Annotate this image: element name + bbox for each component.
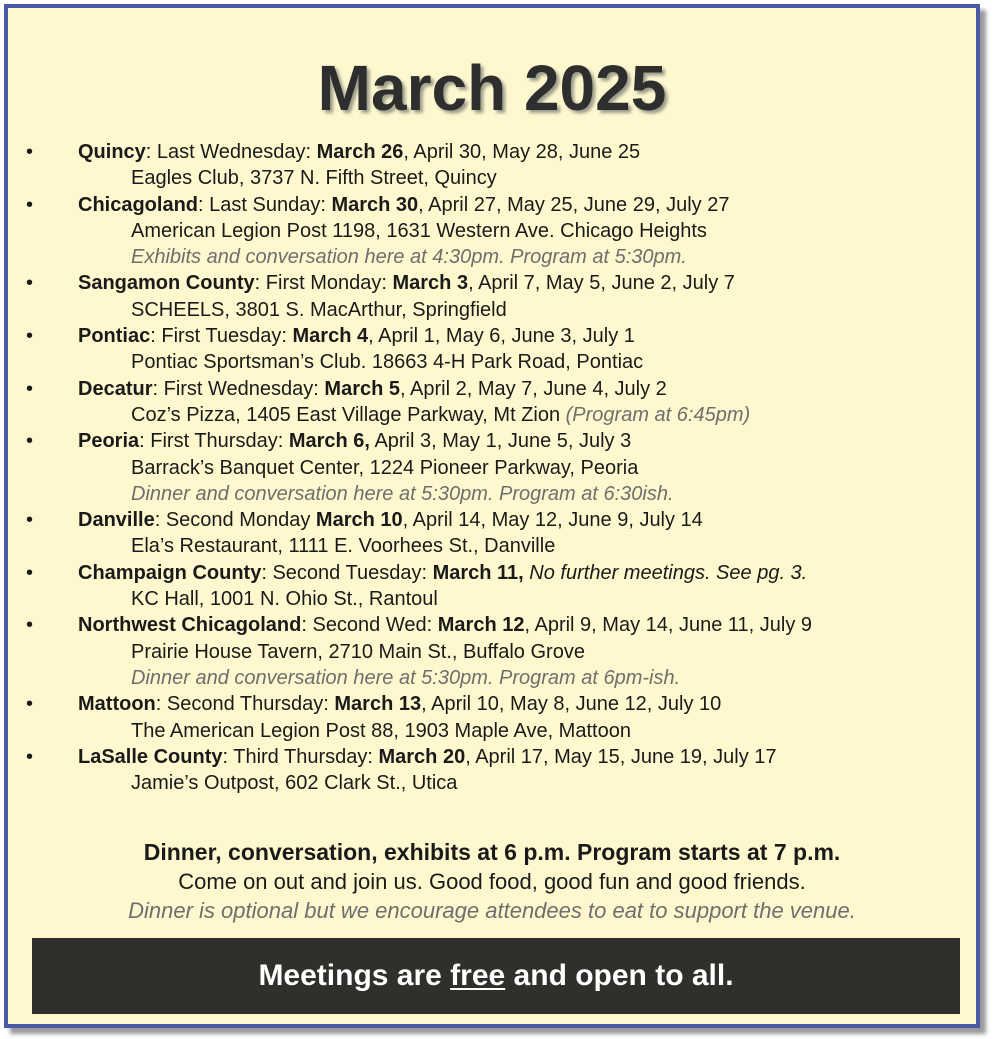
meeting-item-decatur [8, 376, 976, 429]
meeting-location-name: LaSalle County [78, 745, 223, 768]
meeting-schedule [78, 139, 976, 165]
meeting-schedule [78, 612, 976, 638]
meeting-note: Dinner and conversation here at 5:30pm. Program at 6pm-ish. [131, 666, 681, 689]
meeting-item-northwest-chicagoland [8, 612, 976, 691]
meeting-rule: : Third Thursday: [222, 745, 379, 768]
meeting-future-dates: , April 1, May 6, June 3, July 1 [368, 325, 635, 348]
meeting-venue: Ela’s Restaurant, 1111 E. Voorhees St., Danville [131, 535, 556, 558]
meeting-item-sangamon-county [8, 270, 976, 323]
bullet-icon: • [26, 377, 34, 400]
meeting-schedule [78, 192, 976, 218]
meeting-rule: : First Tuesday: [150, 325, 293, 348]
meeting-location-name: Pontiac [78, 325, 151, 348]
meeting-location-name: Sangamon County [78, 272, 255, 295]
meeting-schedule [78, 270, 976, 296]
bullet-icon: • [26, 141, 34, 163]
page-title: March 2025 [317, 52, 667, 124]
meeting-current-date: March 20 [378, 745, 466, 768]
banner-text-after: and open to all. [505, 959, 734, 992]
meeting-future-dates: , April 14, May 12, June 9, July 14 [402, 509, 703, 532]
meeting-venue: SCHEELS, 3801 S. MacArthur, Springfield [131, 298, 507, 321]
meeting-schedule [78, 744, 976, 770]
banner-underlined-word: free [450, 959, 506, 992]
bullet-icon: • [26, 325, 34, 348]
free-meetings-banner [32, 938, 960, 1014]
meeting-venue: Coz’s Pizza, 1405 East Village Parkway, Mt Zion [131, 403, 566, 426]
meeting-rule: : Second Monday [154, 509, 316, 532]
bullet-icon: • [26, 509, 34, 532]
meeting-venue: KC Hall, 1001 N. Ohio St., Rantoul [131, 588, 438, 611]
bullet-icon: • [26, 193, 34, 216]
meeting-schedule [78, 428, 976, 454]
meeting-future-dates: , April 30, May 28, June 25 [403, 141, 641, 163]
newsletter-panel [4, 4, 980, 1028]
meeting-item-mattoon [8, 691, 976, 744]
meeting-future-dates: , April 27, May 25, June 29, July 27 [418, 193, 730, 216]
meeting-current-date: March 11, [432, 561, 524, 584]
footer-schedule-line: Dinner, conversation, exhibits at 6 p.m. Program starts at 7 p.m. [143, 839, 841, 865]
bullet-icon: • [26, 430, 34, 453]
meeting-venue: American Legion Post 1198, 1631 Western Ave. Chicago Heights [131, 219, 707, 242]
meeting-item-quincy [8, 139, 976, 192]
meeting-location-name: Decatur [78, 377, 153, 400]
meeting-current-date: March 30 [331, 193, 419, 216]
bullet-icon: • [26, 745, 34, 768]
meeting-note: Dinner and conversation here at 5:30pm. Program at 6:30ish. [131, 482, 674, 505]
meeting-note: Exhibits and conversation here at 4:30pm. Program at 5:30pm. [131, 246, 687, 269]
meeting-item-danville [8, 507, 976, 560]
meeting-item-champaign-county [8, 560, 976, 613]
meeting-rule: : Last Sunday: [198, 193, 332, 216]
meeting-location-name: Chicagoland [78, 193, 199, 216]
meeting-current-date: March 26 [316, 141, 404, 163]
meeting-venue: The American Legion Post 88, 1903 Maple Ave, Mattoon [131, 719, 631, 742]
meeting-future-dates: No further meetings. See pg. 3. [523, 561, 808, 584]
meeting-item-chicagoland [8, 192, 976, 271]
meeting-rule: : First Thursday: [139, 430, 289, 453]
meeting-rule: : Second Wed: [301, 614, 438, 637]
meeting-venue: Prairie House Tavern, 2710 Main St., Buffalo Grove [131, 640, 585, 663]
bullet-icon: • [26, 614, 34, 637]
footer-info [8, 838, 976, 925]
meeting-rule: : Last Wednesday: [145, 141, 317, 163]
meeting-venue: Barrack’s Banquet Center, 1224 Pioneer Parkway, Peoria [131, 456, 639, 479]
bullet-icon: • [26, 693, 34, 716]
meeting-location-name: Northwest Chicagoland [78, 614, 302, 637]
meeting-venue: Eagles Club, 3737 N. Fifth Street, Quincy [131, 167, 497, 190]
meeting-venue: Jamie’s Outpost, 602 Clark St., Utica [131, 772, 458, 795]
meeting-future-dates: , April 10, May 8, June 12, July 10 [421, 693, 722, 716]
meeting-schedule [78, 323, 976, 349]
meeting-current-date: March 13 [334, 693, 422, 716]
banner-text-before: Meetings are [258, 959, 451, 992]
meeting-future-dates: , April 17, May 15, June 19, July 17 [465, 745, 777, 768]
bullet-icon: • [26, 272, 34, 295]
meeting-future-dates: April 3, May 1, June 5, July 3 [369, 430, 632, 453]
meeting-venue: Pontiac Sportsman’s Club. 18663 4-H Park Road, Pontiac [131, 351, 644, 374]
meeting-current-date: March 12 [437, 614, 525, 637]
meeting-location-name: Mattoon [78, 693, 156, 716]
meeting-list [8, 139, 976, 796]
meeting-current-date: March 4 [292, 325, 369, 348]
meeting-rule: : Second Tuesday: [261, 561, 433, 584]
meeting-rule: : Second Thursday: [155, 693, 335, 716]
meeting-future-dates: , April 2, May 7, June 4, July 2 [400, 377, 667, 400]
meeting-location-name: Quincy [78, 141, 146, 163]
meeting-schedule [78, 691, 976, 717]
meeting-schedule [78, 560, 976, 586]
meeting-rule: : First Wednesday: [152, 377, 325, 400]
meeting-current-date: March 6, [288, 430, 370, 453]
meeting-future-dates: , April 7, May 5, June 2, July 7 [468, 272, 735, 295]
footer-invite-line: Come on out and join us. Good food, good fun and good friends. [178, 869, 806, 894]
meeting-current-date: March 10 [315, 509, 403, 532]
meeting-future-dates: , April 9, May 14, June 11, July 9 [524, 614, 813, 637]
meeting-current-date: March 3 [392, 272, 469, 295]
footer-dinner-note: Dinner is optional but we encourage attendees to eat to support the venue. [128, 898, 856, 923]
meeting-schedule [78, 376, 976, 402]
meeting-location-name: Danville [78, 509, 155, 532]
meeting-item-peoria [8, 428, 976, 507]
bullet-icon: • [26, 561, 34, 584]
meeting-current-date: March 5 [324, 377, 400, 400]
meeting-venue-line [78, 402, 976, 428]
meeting-item-pontiac [8, 323, 976, 376]
meeting-location-name: Peoria [78, 430, 140, 453]
meeting-rule: : First Monday: [254, 272, 393, 295]
meeting-location-name: Champaign County [78, 561, 262, 584]
meeting-venue-note: (Program at 6:45pm) [565, 403, 751, 426]
meeting-schedule [78, 507, 976, 533]
meeting-item-lasalle-county [8, 744, 976, 797]
